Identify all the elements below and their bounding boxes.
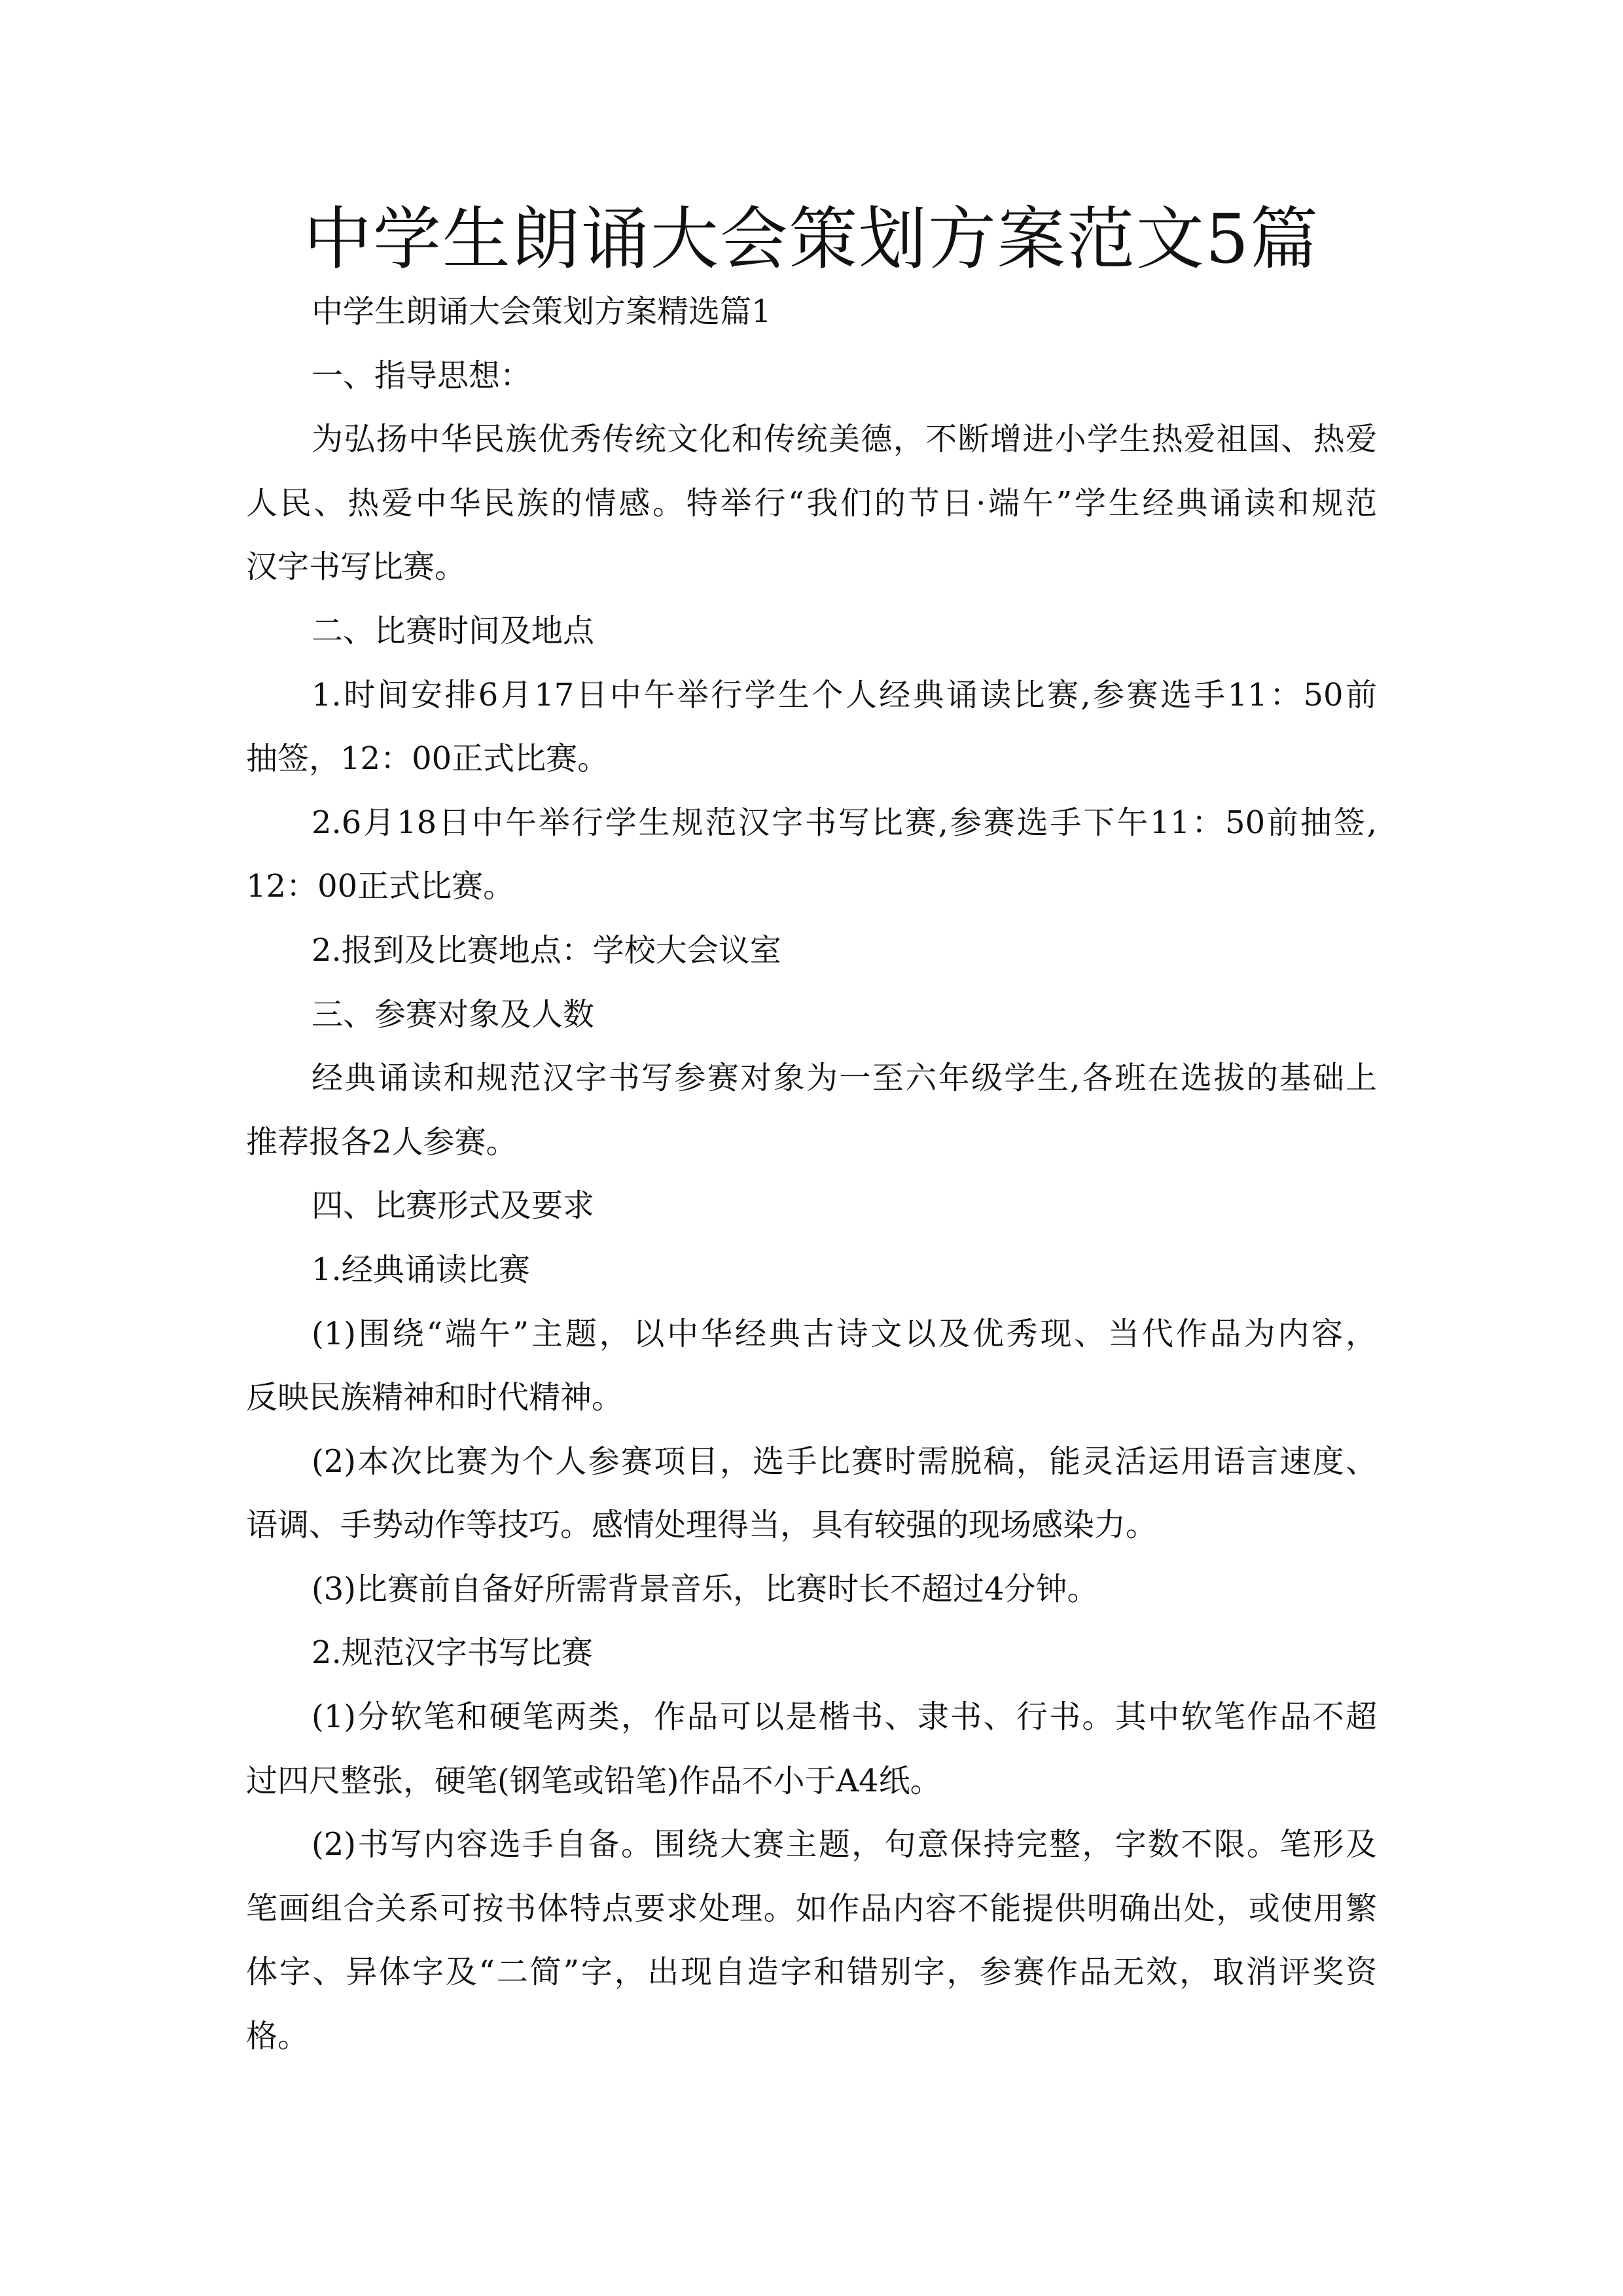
text-line: 1.经典诵读比赛 <box>312 1251 530 1288</box>
text-line: 经典诵读和规范汉字书写参赛对象为一至六年级学生,各班在选拔的基础上 <box>312 1060 1377 1097</box>
text-line: (3)比赛前自备好所需背景音乐，比赛时长不超过4分钟。 <box>312 1570 1099 1607</box>
text-line: 人民、热爱中华民族的情感。特举行“我们的节日·端午”学生经典诵读和规范 <box>246 484 1377 522</box>
text-line: 推荐报各2人参赛。 <box>246 1123 518 1160</box>
text-line: 反映民族精神和时代精神。 <box>246 1379 624 1416</box>
text-line: 中学生朗诵大会策划方案精选篇1 <box>312 293 772 330</box>
text-line: 1.时间安排6月17日中午举行学生个人经典诵读比赛,参赛选手11：50前 <box>312 676 1377 713</box>
text-line: 汉字书写比赛。 <box>246 548 467 586</box>
text-line: 三、参赛对象及人数 <box>312 996 595 1033</box>
text-line: 抽签，12：00正式比赛。 <box>246 740 609 778</box>
document-title: 中学生朗诵大会策划方案范文5篇 <box>303 199 1320 279</box>
text-line: 2.6月18日中午举行学生规范汉字书写比赛,参赛选手下午11：50前抽签, <box>312 804 1377 841</box>
text-line: 一、指导思想： <box>312 357 532 394</box>
text-line: 12：00正式比赛。 <box>246 868 515 905</box>
text-line: 笔画组合关系可按书体特点要求处理。如作品内容不能提供明确出处，或使用繁 <box>246 1890 1377 1927</box>
document-body <box>246 280 1377 2069</box>
text-line: 为弘扬中华民族优秀传统文化和传统美德，不断增进小学生热爱祖国、热爱 <box>312 421 1377 458</box>
text-line: (1)围绕“端午”主题，以中华经典古诗文以及优秀现、当代作品为内容， <box>312 1315 1377 1352</box>
text-line: (2)本次比赛为个人参赛项目，选手比赛时需脱稿，能灵活运用语言速度、 <box>312 1443 1377 1480</box>
text-line: 过四尺整张，硬笔(钢笔或铅笔)作品不小于A4纸。 <box>246 1762 942 1799</box>
text-line: 二、比赛时间及地点 <box>312 612 595 649</box>
text-line: 格。 <box>246 2018 310 2055</box>
text-line: 语调、手势动作等技巧。感情处理得当，具有较强的现场感染力。 <box>246 1507 1158 1544</box>
text-line: 体字、异体字及“二简”字，出现自造字和错别字，参赛作品无效，取消评奖资 <box>246 1954 1377 1991</box>
text-line: 2.规范汉字书写比赛 <box>312 1634 593 1672</box>
text-line: (1)分软笔和硬笔两类，作品可以是楷书、隶书、行书。其中软笔作品不超 <box>312 1698 1377 1736</box>
text-line: 四、比赛形式及要求 <box>312 1187 595 1225</box>
text-line: (2)书写内容选手自备。围绕大赛主题，句意保持完整，字数不限。笔形及 <box>312 1826 1377 1863</box>
text-line: 2.报到及比赛地点：学校大会议室 <box>312 931 781 969</box>
